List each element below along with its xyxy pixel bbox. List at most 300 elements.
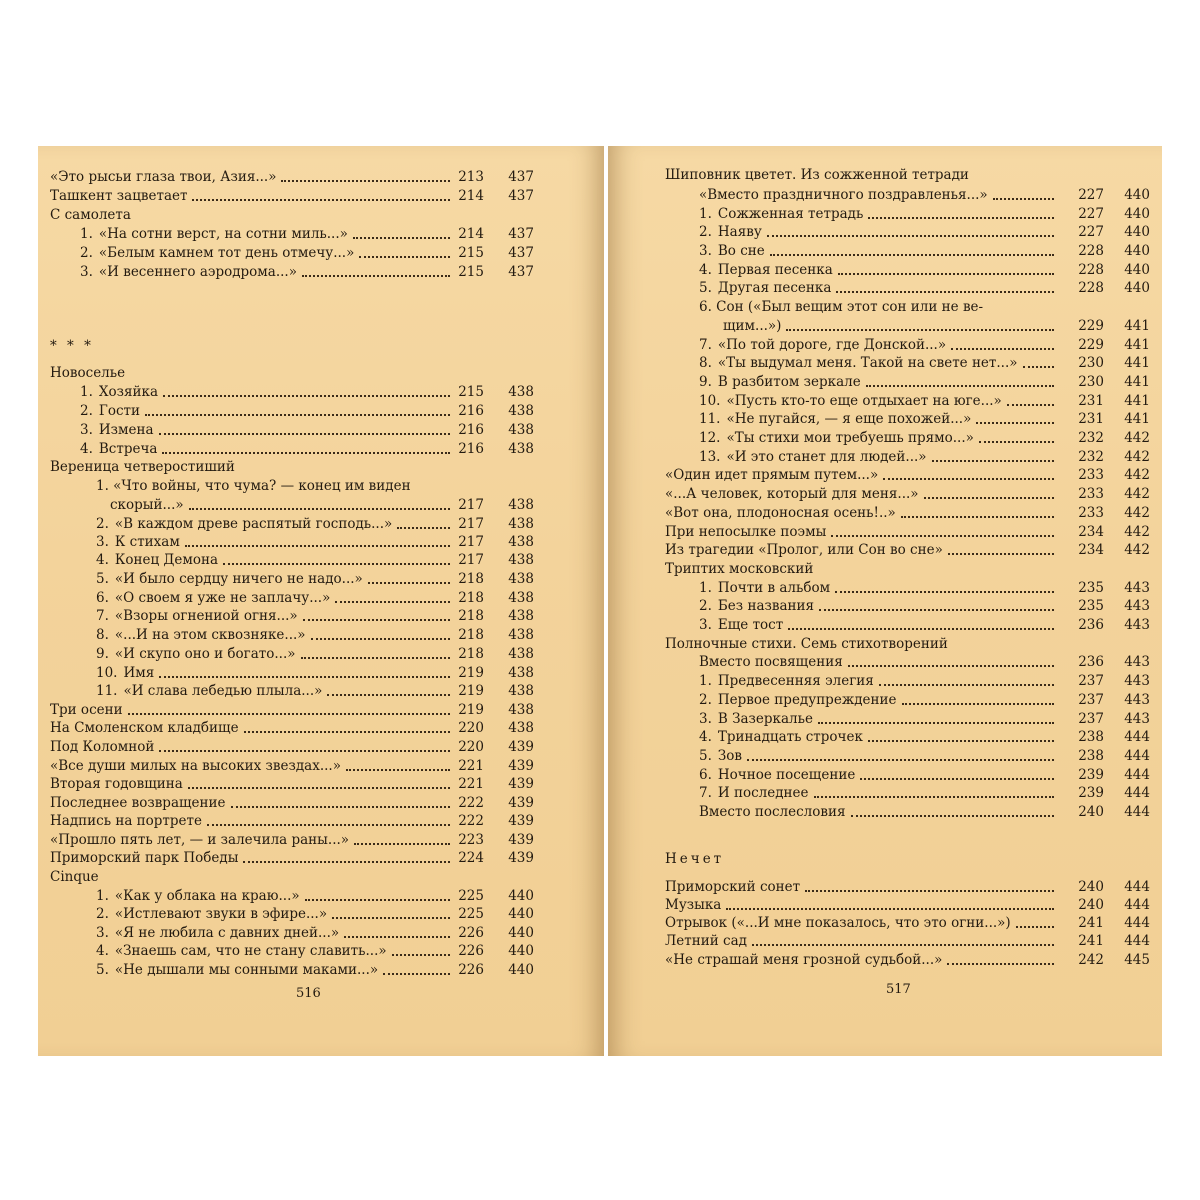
toc-heading: Полночные стихи. Семь стихотворений <box>665 636 948 652</box>
toc-entry-number: 4. <box>699 729 712 745</box>
toc-page-text: 219 <box>458 702 484 718</box>
dot-leader <box>818 722 1054 724</box>
toc-entry <box>80 421 543 440</box>
toc-entry <box>96 570 543 589</box>
toc-entry-number: 4. <box>96 943 109 959</box>
toc-entry <box>50 849 543 868</box>
toc-entry-title: «И слава лебедью плыла...» <box>123 683 323 699</box>
toc-page-notes: 438 <box>508 646 534 662</box>
toc-page-text: 227 <box>1078 187 1104 203</box>
left-page <box>38 146 604 1056</box>
toc-entry <box>665 485 1154 504</box>
toc-entry <box>699 261 1154 280</box>
toc-entry-number: 8. <box>96 627 109 643</box>
toc-entry-title: «Вот она, плодоносная осень!..» <box>665 505 896 521</box>
toc-entry-title: «Как у облака на краю...» <box>114 888 300 904</box>
toc-heading: С самолета <box>50 207 131 223</box>
toc-page-notes: 440 <box>508 943 534 959</box>
toc-page-notes: 444 <box>1124 915 1150 931</box>
toc-page-notes: 438 <box>508 441 534 457</box>
toc-entry-title: Вместо посвящения <box>699 654 843 670</box>
toc-entry-number: 1. <box>699 673 712 689</box>
toc-entry-title: щим...») <box>723 318 782 334</box>
toc-entry-title: Приморский сонет <box>665 879 801 895</box>
toc-page-notes: 444 <box>1124 897 1150 913</box>
toc-page-notes: 442 <box>1124 449 1150 465</box>
toc-page-text: 234 <box>1078 524 1104 540</box>
toc-page-text: 228 <box>1078 262 1104 278</box>
toc-entry <box>699 672 1154 691</box>
right-toc <box>608 146 1162 1056</box>
toc-entry-title: Гости <box>98 403 140 419</box>
toc-entry-title: Почти в альбом <box>717 580 831 596</box>
toc-entry-number: 4. <box>699 262 712 278</box>
toc-entry <box>50 719 543 738</box>
toc-entry-title: Ночное посещение <box>717 767 856 783</box>
dot-leader <box>814 796 1055 798</box>
toc-entry <box>96 589 543 608</box>
toc-entry-number: 6. <box>699 767 712 783</box>
dot-leader <box>948 553 1054 555</box>
toc-page-notes: 438 <box>508 665 534 681</box>
toc-page-text: 227 <box>1078 206 1104 222</box>
toc-page-text: 237 <box>1078 711 1104 727</box>
toc-page-notes: 440 <box>508 962 534 978</box>
toc-entry-number: 1. <box>80 384 93 400</box>
toc-entry <box>96 551 543 570</box>
toc-entry-number: 7. <box>699 785 712 801</box>
toc-page-notes: 442 <box>1124 505 1150 521</box>
toc-page-notes: 442 <box>1124 486 1150 502</box>
toc-page-text: 216 <box>458 441 484 457</box>
toc-page-text: 220 <box>458 720 484 736</box>
toc-page-text: 229 <box>1078 337 1104 353</box>
dot-leader <box>223 563 450 565</box>
toc-page-notes: 439 <box>508 832 534 848</box>
dot-leader <box>159 750 450 752</box>
toc-page-notes: 438 <box>508 403 534 419</box>
toc-entry-title: Имя <box>123 665 155 681</box>
toc-page-text: 238 <box>1078 729 1104 745</box>
toc-page-notes: 444 <box>1124 933 1150 949</box>
toc-entry-title: Ташкент зацветает <box>50 188 188 204</box>
toc-entry <box>110 496 543 515</box>
toc-page-text: 221 <box>458 758 484 774</box>
toc-entry-title: «Не дышали мы сонными маками...» <box>114 962 379 978</box>
toc-entry-number: 12. <box>699 430 721 446</box>
toc-entry <box>80 263 543 282</box>
dot-leader <box>1016 926 1054 928</box>
dot-leader <box>303 619 450 621</box>
toc-page-text: 217 <box>458 516 484 532</box>
toc-entry-title: «...А человек, который для меня...» <box>665 486 919 502</box>
toc-entry-title: Первая песенка <box>717 262 833 278</box>
toc-entry <box>96 887 543 906</box>
dot-leader <box>188 787 450 789</box>
toc-entry <box>50 701 543 720</box>
toc-entry-title: При непосылке поэмы <box>665 524 827 540</box>
dot-leader <box>726 908 1054 910</box>
toc-page-text: 219 <box>458 665 484 681</box>
toc-page-notes: 444 <box>1124 804 1150 820</box>
toc-entry-number: 8. <box>699 355 712 371</box>
dot-leader <box>767 235 1054 237</box>
toc-page-notes: 442 <box>1124 542 1150 558</box>
dot-leader <box>993 198 1054 200</box>
toc-page-notes: 440 <box>1124 262 1150 278</box>
toc-page-notes: 444 <box>1124 767 1150 783</box>
toc-page-text: 226 <box>458 962 484 978</box>
toc-entry-title: «Ты стихи мои требуешь прямо...» <box>726 430 974 446</box>
dot-leader <box>805 890 1054 892</box>
toc-page-text: 239 <box>1078 767 1104 783</box>
toc-page-text: 234 <box>1078 542 1104 558</box>
toc-entry <box>80 440 543 459</box>
toc-entry-title: Еще тост <box>717 617 784 633</box>
toc-entry-title: «Взоры огнениой огня...» <box>114 608 298 624</box>
toc-entry-number: 1. <box>96 888 109 904</box>
toc-page-notes: 439 <box>508 795 534 811</box>
dot-leader <box>932 460 1054 462</box>
toc-entry <box>80 402 543 421</box>
toc-entry <box>96 515 543 534</box>
toc-entry <box>665 878 1154 897</box>
toc-entry <box>96 607 543 626</box>
toc-entry-number: 5. <box>699 748 712 764</box>
toc-entry-title: «Пусть кто-то еще отдыхает на юге...» <box>726 393 1002 409</box>
toc-page-text: 240 <box>1078 879 1104 895</box>
dot-leader <box>788 628 1054 630</box>
toc-page-text: 242 <box>1078 952 1104 968</box>
toc-page-notes: 443 <box>1124 692 1150 708</box>
toc-page-text: 218 <box>458 571 484 587</box>
dot-leader <box>392 954 450 956</box>
toc-page-notes: 437 <box>508 264 534 280</box>
toc-entry-title: «О своем я уже не заплачу...» <box>114 590 331 606</box>
toc-entry-title: Сожженная тетрадь <box>717 206 864 222</box>
toc-entry-number: 5. <box>96 962 109 978</box>
toc-entry-number: 6. <box>96 590 109 606</box>
dot-leader <box>836 291 1054 293</box>
toc-entry <box>699 410 1154 429</box>
toc-entry <box>665 896 1154 915</box>
toc-heading: 6. Сон («Был вещим этот сон или не ве- <box>699 299 984 315</box>
toc-page-text: 229 <box>1078 318 1104 334</box>
toc-entry-number: 4. <box>96 552 109 568</box>
toc-page-text: 223 <box>458 832 484 848</box>
toc-entry <box>96 533 543 552</box>
dot-leader <box>902 703 1054 705</box>
right-page <box>608 146 1162 1056</box>
toc-page-notes: 442 <box>1124 430 1150 446</box>
toc-page-text: 233 <box>1078 486 1104 502</box>
toc-entry <box>699 429 1154 448</box>
dot-leader <box>1023 366 1054 368</box>
toc-page-notes: 441 <box>1124 411 1150 427</box>
toc-entry <box>665 504 1154 523</box>
toc-entry-number: 2. <box>699 224 712 240</box>
toc-entry <box>699 336 1154 355</box>
page-number-left: 516 <box>296 986 321 1001</box>
toc-entry <box>699 448 1154 467</box>
toc-page-text: 227 <box>1078 224 1104 240</box>
toc-entry-title: «Один идет прямым путем...» <box>665 467 879 483</box>
toc-entry-title: «Вместо праздничного поздравленья...» <box>699 187 988 203</box>
toc-page-text: 232 <box>1078 449 1104 465</box>
toc-entry <box>665 914 1154 933</box>
toc-entry-title: В разбитом зеркале <box>717 374 861 390</box>
dot-leader <box>1007 404 1054 406</box>
toc-page-notes: 440 <box>1124 206 1150 222</box>
toc-entry-number: 2. <box>96 516 109 532</box>
toc-page-text: 214 <box>458 188 484 204</box>
toc-entry <box>699 653 1154 672</box>
toc-entry <box>699 373 1154 392</box>
toc-page-notes: 440 <box>1124 187 1150 203</box>
toc-entry <box>665 523 1154 542</box>
toc-page-text: 218 <box>458 590 484 606</box>
toc-entry-title: Первое предупреждение <box>717 692 897 708</box>
dot-leader <box>185 545 450 547</box>
toc-entry-number: 3. <box>80 422 93 438</box>
toc-entry-title: «И это станет для людей...» <box>726 449 927 465</box>
toc-heading: Шиповник цветет. Из сожженной тетради <box>665 167 969 183</box>
dot-leader <box>979 441 1054 443</box>
toc-entry <box>699 747 1154 766</box>
dot-leader <box>835 591 1054 593</box>
toc-page-notes: 437 <box>508 245 534 261</box>
dot-leader <box>327 694 450 696</box>
toc-page-text: 218 <box>458 627 484 643</box>
toc-entry <box>699 597 1154 616</box>
toc-page-text: 222 <box>458 813 484 829</box>
toc-page-text: 215 <box>458 245 484 261</box>
toc-entry-title: Музыка <box>665 897 722 913</box>
toc-entry-title: Хозяйка <box>98 384 158 400</box>
dot-leader <box>354 843 450 845</box>
toc-entry-title: Другая песенка <box>717 280 832 296</box>
toc-heading: Cinque <box>50 869 99 885</box>
toc-entry-number: 2. <box>80 245 93 261</box>
toc-entry-title: «Не пугайся, — я еще похожей...» <box>726 411 972 427</box>
toc-page-text: 218 <box>458 608 484 624</box>
toc-page-notes: 438 <box>508 552 534 568</box>
toc-page-text: 226 <box>458 943 484 959</box>
toc-page-notes: 443 <box>1124 617 1150 633</box>
toc-entry <box>665 951 1154 970</box>
dot-leader <box>883 478 1054 480</box>
toc-entry-title: Три осени <box>50 702 123 718</box>
toc-entry-title: «На сотни верст, на сотни миль...» <box>98 226 348 242</box>
toc-entry <box>699 728 1154 747</box>
toc-entry <box>699 354 1154 373</box>
dot-leader <box>368 582 450 584</box>
toc-entry-number: 3. <box>699 711 712 727</box>
toc-entry-title: Без названия <box>717 598 815 614</box>
toc-entry <box>96 924 543 943</box>
toc-entry-title: Тринадцать строчек <box>717 729 863 745</box>
dot-leader <box>879 684 1054 686</box>
toc-entry <box>699 186 1154 205</box>
toc-page-notes: 438 <box>508 608 534 624</box>
toc-page-notes: 438 <box>508 590 534 606</box>
asterisks-divider: * * * <box>50 338 94 354</box>
toc-page-text: 225 <box>458 888 484 904</box>
toc-entry-number: 9. <box>96 646 109 662</box>
toc-entry <box>699 766 1154 785</box>
toc-page-notes: 439 <box>508 758 534 774</box>
dot-leader <box>243 861 450 863</box>
toc-entry-number: 3. <box>699 243 712 259</box>
toc-page-text: 221 <box>458 776 484 792</box>
toc-page-notes: 442 <box>1124 524 1150 540</box>
dot-leader <box>838 273 1054 275</box>
toc-entry-number: 7. <box>699 337 712 353</box>
toc-page-text: 226 <box>458 925 484 941</box>
dot-leader <box>976 422 1054 424</box>
toc-page-notes: 438 <box>508 384 534 400</box>
toc-page-text: 214 <box>458 226 484 242</box>
toc-entry-title: «Белым камнем тот день отмечу...» <box>98 245 355 261</box>
dot-leader <box>159 676 450 678</box>
toc-entry-number: 1. <box>80 226 93 242</box>
toc-page-notes: 439 <box>508 850 534 866</box>
dot-leader <box>868 217 1054 219</box>
toc-page-text: 217 <box>458 497 484 513</box>
toc-page-notes: 444 <box>1124 785 1150 801</box>
dot-leader <box>866 385 1054 387</box>
toc-page-text: 239 <box>1078 785 1104 801</box>
toc-page-text: 215 <box>458 264 484 280</box>
toc-entry <box>699 279 1154 298</box>
dot-leader <box>747 759 1054 761</box>
toc-entry-title: «Истлевают звуки в эфире...» <box>114 906 328 922</box>
toc-page-notes: 438 <box>508 627 534 643</box>
toc-entry-title: Встреча <box>98 441 158 457</box>
dot-leader <box>346 769 450 771</box>
toc-entry <box>80 244 543 263</box>
dot-leader <box>786 329 1054 331</box>
toc-page-notes: 438 <box>508 683 534 699</box>
section-heading-nechet: Нечет <box>665 851 725 867</box>
toc-entry-number: 3. <box>80 264 93 280</box>
toc-page-text: 232 <box>1078 430 1104 446</box>
toc-page-text: 218 <box>458 646 484 662</box>
dot-leader <box>163 395 450 397</box>
toc-entry <box>699 616 1154 635</box>
toc-entry <box>699 579 1154 598</box>
toc-entry <box>665 932 1154 951</box>
toc-page-text: 235 <box>1078 580 1104 596</box>
toc-entry-title: Во сне <box>717 243 765 259</box>
toc-page-notes: 442 <box>1124 467 1150 483</box>
toc-page-notes: 441 <box>1124 355 1150 371</box>
toc-entry <box>50 812 543 831</box>
toc-entry-title: скорый...» <box>110 497 184 513</box>
toc-page-notes: 443 <box>1124 673 1150 689</box>
toc-page-notes: 443 <box>1124 711 1150 727</box>
toc-heading: Новоселье <box>50 365 126 381</box>
toc-entry <box>699 803 1154 822</box>
toc-page-notes: 440 <box>1124 224 1150 240</box>
dot-leader <box>335 601 450 603</box>
toc-entry-number: 2. <box>699 598 712 614</box>
dot-leader <box>397 527 450 529</box>
toc-entry <box>699 710 1154 729</box>
toc-entry-title: Под Коломной <box>50 739 155 755</box>
toc-entry-title: Из трагедии «Пролог, или Сон во сне» <box>665 542 943 558</box>
toc-page-text: 236 <box>1078 617 1104 633</box>
toc-entry-number: 11. <box>699 411 721 427</box>
toc-page-notes: 438 <box>508 516 534 532</box>
toc-entry-title: На Смоленском кладбище <box>50 720 239 736</box>
toc-page-notes: 444 <box>1124 879 1150 895</box>
toc-page-text: 230 <box>1078 355 1104 371</box>
toc-page-text: 216 <box>458 422 484 438</box>
toc-page-notes: 441 <box>1124 393 1150 409</box>
toc-entry-title: Конец Демона <box>114 552 219 568</box>
dot-leader <box>344 936 450 938</box>
toc-entry-title: И последнее <box>717 785 809 801</box>
left-toc <box>38 146 604 1056</box>
toc-entry <box>96 942 543 961</box>
toc-page-notes: 444 <box>1124 729 1150 745</box>
toc-page-notes: 437 <box>508 188 534 204</box>
toc-page-text: 233 <box>1078 505 1104 521</box>
toc-entry <box>96 626 543 645</box>
dot-leader <box>831 535 1054 537</box>
toc-entry-number: 3. <box>96 925 109 941</box>
toc-entry <box>96 645 543 664</box>
toc-page-notes: 439 <box>508 776 534 792</box>
toc-page-notes: 438 <box>508 702 534 718</box>
toc-entry <box>699 784 1154 803</box>
toc-entry <box>50 187 543 206</box>
dot-leader <box>302 275 450 277</box>
toc-entry-number: 4. <box>80 441 93 457</box>
toc-entry-title: «И весеннего аэродрома...» <box>98 264 297 280</box>
page-number-right: 517 <box>886 982 911 997</box>
toc-entry <box>50 738 543 757</box>
dot-leader <box>359 256 450 258</box>
toc-entry-title: Вместо послесловия <box>699 804 846 820</box>
toc-page-text: 240 <box>1078 804 1104 820</box>
dot-leader <box>231 806 450 808</box>
toc-page-text: 224 <box>458 850 484 866</box>
toc-entry-number: 13. <box>699 449 721 465</box>
toc-page-text: 220 <box>458 739 484 755</box>
toc-entry-title: «Знаешь сам, что не стану славить...» <box>114 943 387 959</box>
toc-page-notes: 437 <box>508 226 534 242</box>
dot-leader <box>848 665 1054 667</box>
toc-entry-number: 7. <box>96 608 109 624</box>
toc-entry-title: Зов <box>717 748 743 764</box>
toc-entry <box>50 757 543 776</box>
toc-entry-title: Наяву <box>717 224 762 240</box>
toc-entry-title: Предвесенняя элегия <box>717 673 874 689</box>
toc-entry-title: Последнее возвращение <box>50 795 226 811</box>
dot-leader <box>353 237 450 239</box>
toc-page-notes: 438 <box>508 571 534 587</box>
dot-leader <box>305 899 450 901</box>
toc-page-text: 219 <box>458 683 484 699</box>
dot-leader <box>192 199 450 201</box>
toc-entry-number: 10. <box>699 393 721 409</box>
toc-entry <box>96 961 543 980</box>
toc-page-text: 238 <box>1078 748 1104 764</box>
dot-leader <box>145 414 450 416</box>
toc-entry-number: 2. <box>96 906 109 922</box>
